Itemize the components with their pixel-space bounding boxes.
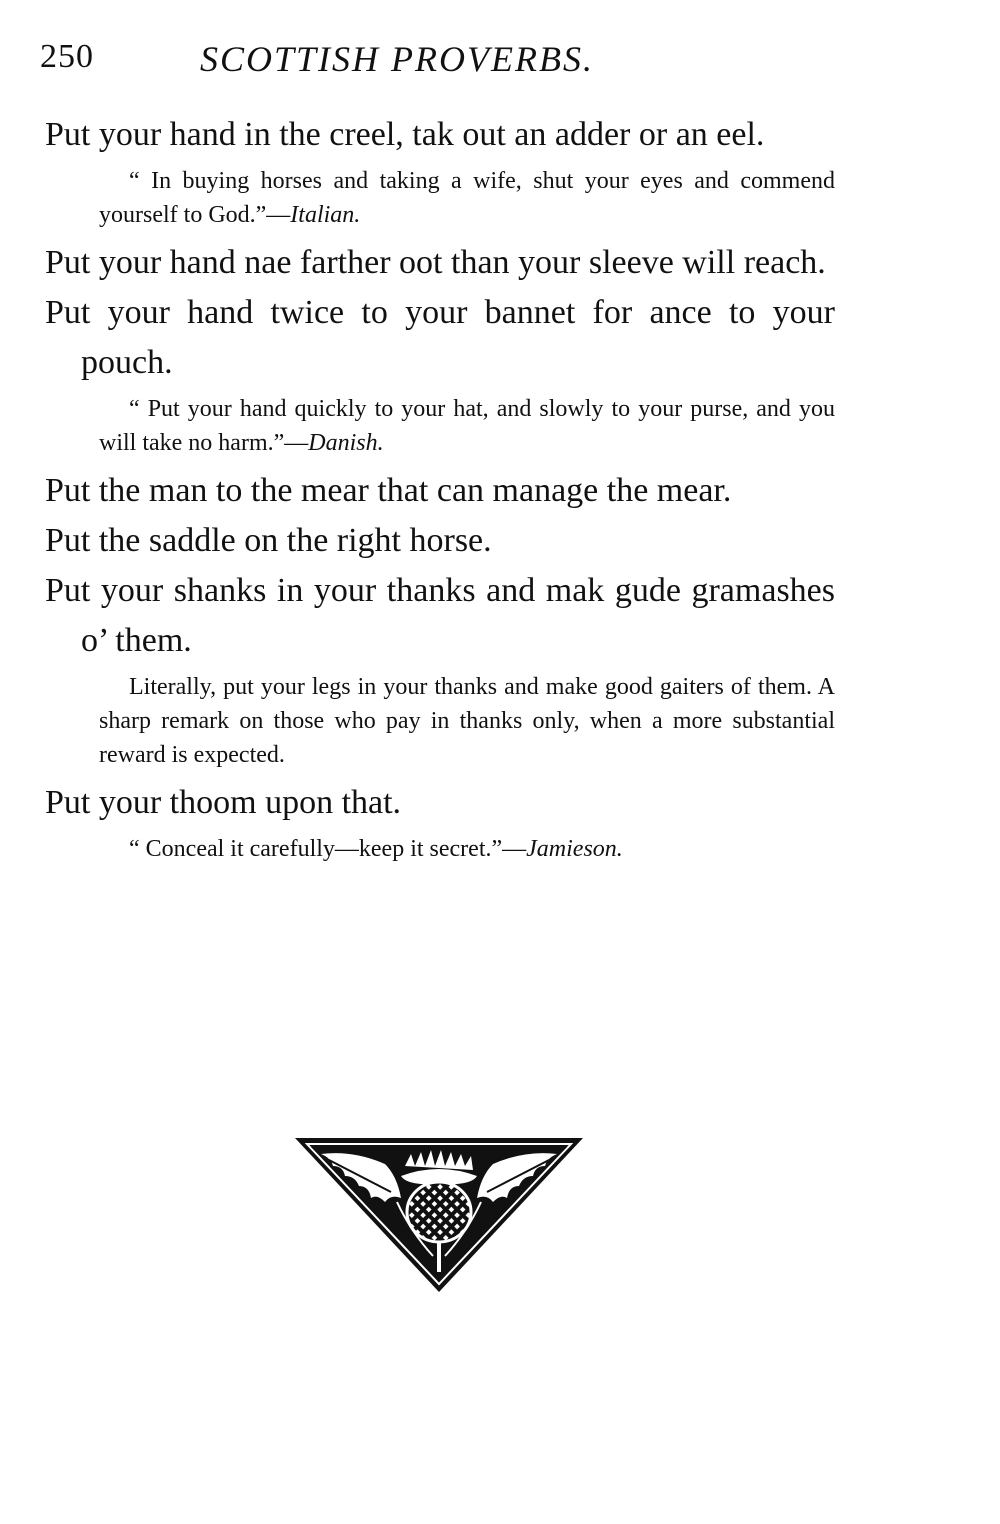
proverb-gloss: Literally, put your legs in your thanks and make good gaiters of them. A sharp remark on those who pay in thanks only, when a more substantial reward is expected. [99, 674, 835, 768]
proverb-text: Put your thoom upon that. [45, 784, 402, 821]
proverb-entry [45, 516, 835, 566]
page-number: 250 [40, 38, 94, 75]
proverb-entry [45, 466, 835, 516]
running-head [40, 38, 840, 88]
gloss-attribution: Jamieson. [526, 836, 623, 862]
proverb-text: Put your hand twice to your bannet for ance to your pouch. [45, 294, 835, 381]
proverb-entry [45, 778, 835, 866]
gloss-text: “ In buying horses and taking a wife, shut your eyes and commend yourself to God.”— [99, 168, 835, 228]
proverb-gloss [45, 164, 835, 232]
proverb-gloss [45, 392, 835, 460]
proverb-text: Put the saddle on the right horse. [45, 522, 492, 559]
proverb-entry [45, 238, 835, 288]
proverb-entry [45, 288, 835, 460]
proverb-entry [45, 110, 835, 232]
proverb-gloss [45, 832, 835, 866]
running-title: SCOTTISH PROVERBS. [200, 39, 594, 79]
proverb-list [45, 110, 835, 872]
gloss-attribution: Italian. [290, 202, 361, 228]
proverb-text: Put your hand in the creel, tak out an adder or an eel. [45, 116, 765, 153]
gloss-text: “ Conceal it carefully—keep it secret.”— [129, 836, 527, 862]
proverb-entry [45, 566, 835, 772]
thistle-triangle-tailpiece-icon [293, 1136, 585, 1294]
proverb-text: Put your shanks in your thanks and mak gude gramashes o’ them. [45, 572, 835, 659]
proverb-text: Put the man to the mear that can manage the mear. [45, 472, 732, 509]
proverb-text: Put your hand nae farther oot than your sleeve will reach. [45, 244, 826, 281]
gloss-text: “ Put your hand quickly to your hat, and slowly to your purse, and you will take no harm.”— [99, 396, 835, 456]
gloss-attribution: Danish. [308, 430, 384, 456]
